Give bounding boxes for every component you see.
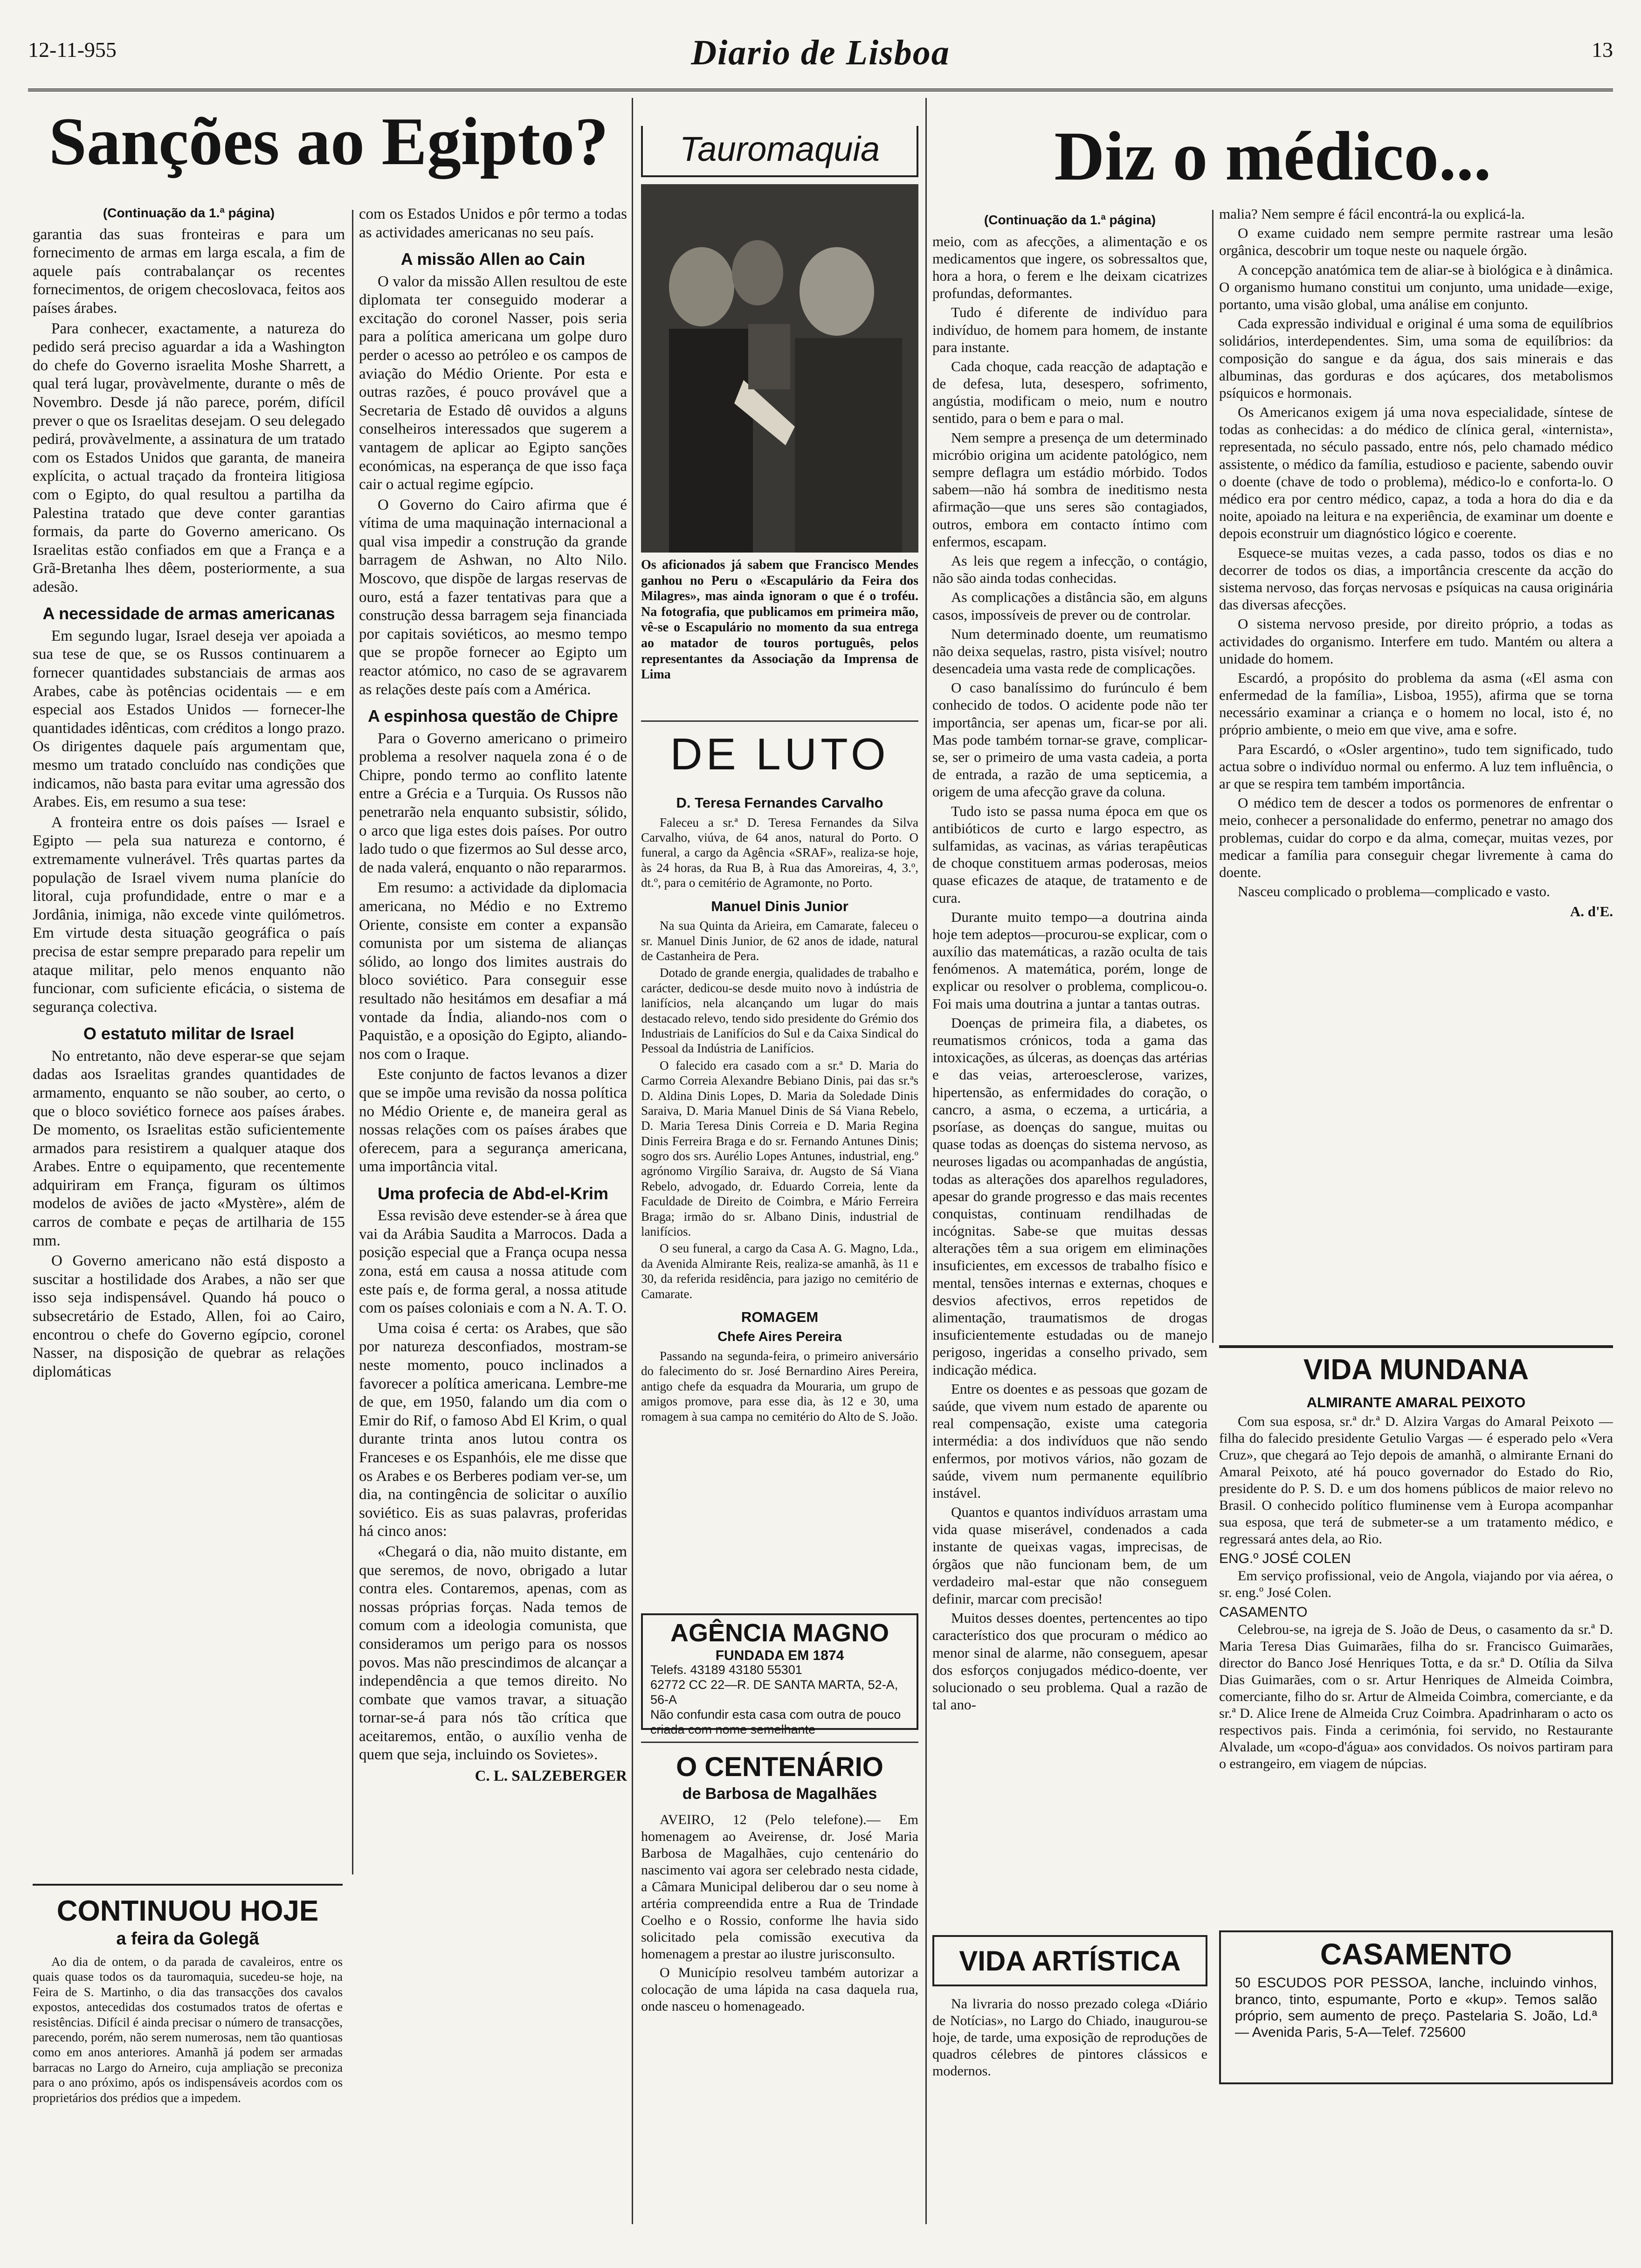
column-rule	[925, 98, 927, 2224]
paragraph: O seu funeral, a cargo da Casa A. G. Magno, Lda., da Avenida Almirante Reis, realiza-se amanhã, às 11 e 30, da referida residência, para jazigo no cemitério de Camarate.	[641, 1241, 918, 1301]
page-number: 13	[1592, 38, 1613, 62]
subheading: O estatuto militar de Israel	[83, 1024, 295, 1044]
paragraph: As complicações a distância são, em alguns casos, impossíveis de prever ou de controlar.	[932, 589, 1207, 623]
continuou-text	[33, 1954, 343, 2197]
paragraph: A concepção anatómica tem de aliar-se à biológica e à dinâmica. O organismo humano constitui um conjunto, uma unidade—exige, portanto, uma visão global, uma análise em conjunto.	[1219, 261, 1613, 312]
article-column-2	[359, 205, 627, 2070]
paragraph: O Município resolveu também autorizar a colocação de uma lápida na casa daquela rua, onde nasceu o homenageado.	[641, 1965, 918, 2014]
bullfighting-photo	[641, 184, 918, 553]
paragraph: Em segundo lugar, Israel deseja ver apoiada a sua tese de que, se os Russos continuarem a fornecer quantidades substanciais de armas aos Arabes, cabe às potências ocidentais — e em especial aos Estados Unidos — fornecer-lhe quantidades idênticas, com créditos a longo prazo. Os dirigentes daquele país argumentam que, mesmo um tratado concluído nas condições que indicamos, não basta para evitar uma agressão dos Arabes. Eis, em resumo a sua tese:	[33, 627, 345, 811]
paragraph: malia? Nem sempre é fácil encontrá-la ou explicá-la.	[1219, 206, 1525, 222]
paragraph: Cada expressão individual e original é uma soma de equilíbrios solidários, interdependentes. Sim, uma soma de equilíbrios: da composição do sangue e da água, dos sais minerais e das albuminas, das gorduras e dos açúcares, dos metabolismos psíquicos e hormonais.	[1219, 315, 1613, 401]
paragraph: O médico tem de descer a todos os pormenores de enfrentar o meio, conhecer a personalidade do enfermo, penetrar no amago dos problemas, cuidar do corpo e da alma, começar, muitas vezes, por medicar a família para conseguir chegar livremente à cama do doente.	[1219, 795, 1613, 880]
obituary-name: D. Teresa Fernandes Carvalho	[676, 795, 883, 811]
newspaper-title: Diario de Lisboa	[691, 33, 950, 72]
paragraph: Essa revisão deve estender-se à área que vai da Arábia Saudita a Marrocos. Dada a posição especial que a França ocupa nessa zona, está em causa a nossa atitude com este país e, de forma geral, a nossa atitude com os países coloniais e com a N. A. T. O.	[359, 1207, 627, 1317]
agencia-phones: Telefs. 43189 43180 55301	[650, 1663, 802, 1677]
paragraph: Celebrou-se, na igreja de S. João de Deus, o casamento da sr.ª D. Maria Teresa Dias Guimarães, filha do sr. Francisco Guimarães, director do Banco José Henriques Totta, e da sr.ª D. Otília da Silva Dias Guimarães, com o sr. Artur Henriques de Almeida Coimbra, comerciante, filho do sr. Artur de Almeida Coimbra, comerciante, e da sr.ª D. Alice Irene de Almeida Cruz Coimbra. Apadrinharam o acto os respectivos pais. Finda a cerimónia, foi servido, no Restaurante Alvalade, um «copo-d'água» aos convidados. Os noivos partiram para o estrangeiro, em viagem de núpcias.	[1219, 1622, 1613, 1772]
paragraph: Escardó, a propósito do problema da asma («El asma con enfermedad de la família», Lisboa, 1955), afirma que se torna necessário examinar a criança e o homem no local, isto é, no próprio ambiente, o meio em que vive, ama e sofre.	[1219, 669, 1613, 738]
luto-column	[641, 793, 918, 1478]
paragraph: Com sua esposa, sr.ª dr.ª D. Alzira Vargas do Amaral Peixoto — filha do falecido presidente Getulio Vargas — é esperado pelo «Vera Cruz», que chegará ao Tejo depois de amanhã, o almirante Ernani do Amaral Peixoto, até há pouco governador do Estado do Rio, presidente do P. S. D. e um dos homens públicos de maior relevo no Brasil. O conhecido político fluminense vem à Europa acompanhar sua esposa, que terá de submeter-se a um tratamento médico, e regressará antes dela, ao Rio.	[1219, 1413, 1613, 1547]
paragraph: No entretanto, não deve esperar-se que sejam dadas aos Israelitas grandes quantidades de armamento, enquanto se não souber, ao certo, o que o bloco soviético fornece aos países árabes. De momento, os Israelitas estão suficientemente armados para resistirem a qualquer ataque dos Arabes. Entre o equipamento, que recentemente adquiriram em França, figuram os últimos modelos de aviões de jacto «Mystère», além de carros de combate e peças de artilharia de 155 mm.	[33, 1047, 345, 1249]
masthead-rule	[28, 89, 1613, 91]
agencia-note: Não confundir esta casa com outra de pouco criada com nome semelhante	[650, 1707, 901, 1736]
paragraph: Faleceu a sr.ª D. Teresa Fernandes da Silva Carvalho, viúva, de 64 anos, natural do Porto. O funeral, a cargo da Agência «SRAF», realiza-se hoje, às 24 horas, da Rua B, à Rua das Amoreiras, 4, 3.º, dt.º, para o cemitério de Agramonte, no Porto.	[641, 815, 918, 890]
paragraph: Entre os doentes e as pessoas que gozam de saúde, que vivem num estado de aparente ou real compensação, existe uma categoria intermédia: a dos indivíduos que não sendo enfermos, por motivos vários, não gozam de saúde, vivem num permanente equilíbrio instável.	[932, 1380, 1207, 1501]
paragraph: Tudo é diferente de indivíduo para indivíduo, de homem para homem, de instante para instante.	[932, 304, 1207, 355]
paragraph: Para conhecer, exactamente, a natureza do pedido será preciso aguardar a ida a Washington do chefe do Governo israelita Moshe Sharrett, a qual terá lugar, provàvelmente, durante o mês de Novembro. Desde já não parece, porém, difícil prever o que os Israelitas desejam. O seu delegado pedirá, provàvelmente, a assinatura de um tratado com os Estados Unidos que garanta, de maneira explícita, o actual traçado da fronteira litigiosa com o Egipto, do qual resultou a partilha da Palestina tratado que deve conter garantias formais, da parte do Governo americano. Os Israelitas estão confiados em que a França e a Grã-Bretanha lhes dêem, posteriormente, a sua adesão.	[33, 320, 345, 595]
paragraph: Os Americanos exigem já uma nova especialidade, síntese de todas as conhecidas: a do médico de clínica geral, «internista», representada, no século passado, entre nós, pelo chamado médico assistente, o médico da família, estudioso e paciente, sabendo ouvir o doente (chave de todo o problema), médico-lo e conforta-lo. O médico era por centro médico, capaz, a toda a hora do dia e da noite, apoiado na leitura e na experiência, de examinar um doente e depois econstruir um diagnóstico lógico e coerente.	[1219, 404, 1613, 542]
paragraph: O falecido era casado com a sr.ª D. Maria do Carmo Correia Alexandre Bebiano Dinis, pai das sr.ªs D. Aldina Dinis Lopes, D. Maria da Soledade Dinis Saraiva, D. Maria Manuel Dinis de Sá Viana Rebelo, D. Maria Teresa Dinis Correia e D. Maria Regina Dinis Ferreira Braga e do sr. Fernando Antunes Dinis; sogro dos srs. Aurélio Lopes Antunes, industrial, eng.º agrónomo Virgílio Saraiva, dr. Augsto de Sá Viana Rebelo, advogado, dr. Eduardo Correia, lente da Faculdade de Direito de Coimbra, e Mário Ferreira Braga; irmão do sr. Albano Dinis, industrial de lanifícios.	[641, 1058, 918, 1239]
agencia-address: 62772 CC 22—R. DE SANTA MARTA, 52-A, 56-A	[650, 1678, 898, 1707]
article-column-1	[33, 205, 345, 1879]
paragraph: Passando na segunda-feira, o primeiro aniversário do falecimento do sr. José Bernardino Aires Pereira, antigo chefe da esquadra da Mouraria, um grupo de amigos promove, para esse dia, às 12 e 30, uma romagem à sua campa no cemitério do Alto de S. João.	[641, 1348, 918, 1424]
paragraph: O valor da missão Allen resultou de este diplomata ter conseguido moderar a excitação do coronel Nasser, pois seria para a política americana um golpe duro perder o acesso ao petróleo e os campos de aviação do Médio Oriente. Por esta e outras razões, é pouco provável que a Secretaria de Estado dê ouvidos a alguns conselheiros interessados que sugerem a vantagem de aplicar ao Egipto sanções económicas, na esperança de que isso faça cair o actual regime egípcio.	[359, 273, 627, 493]
continuation-note: (Continuação da 1.ª página)	[984, 213, 1156, 227]
paragraph: O sistema nervoso preside, por direito próprio, a todas as actividades do organismo. Interfere em tudo. Mantém ou altera a unidade do homem.	[1219, 615, 1613, 667]
paragraph: Em resumo: a actividade da diplomacia americana, no Médio e no Extremo Oriente, consiste em conter a expansão comunista por um sistema de alianças sólido, ao longo dos limites austrais do bloco soviético. Para conseguir esse resultado não hesitámos em desafiar a má vontade da Índia, aliando-nos com o Paquistão, e a oposição do Egipto, aliando-nos com o Iraque.	[359, 879, 627, 1063]
paragraph: As leis que regem a infecção, o contágio, não são ainda todas conhecidas.	[932, 552, 1207, 587]
paragraph: «Chegará o dia, não muito distante, em que seremos, de novo, obrigado a lutar contra eles. Contaremos, apenas, com as nossas próprias forças. Nada temos de comum com a ideologia comunista, que consideramos um perigo para os nossos povos. Mas não prescindimos de alcançar a independência a que temos direito. No combate que vamos travar, a situação tornar-se-á para nós tão crítica que aceitaremos, então, o auxílio venha de quem que seja, incluindo os Sovietes».	[359, 1543, 627, 1763]
subheading: Uma profecia de Abd-el-Krim	[378, 1183, 608, 1203]
column-rule	[1212, 210, 1214, 1343]
subheading: A necessidade de armas americanas	[42, 604, 335, 623]
paragraph: Na sua Quinta da Arieira, em Camarate, faleceu o sr. Manuel Dinis Junior, de 62 anos de idade, natural de Castanheira de Pera.	[641, 919, 918, 963]
paragraph: Uma coisa é certa: os Arabes, que são por natureza desconfiados, mostram-se neste momento, pouco inclinados a favorecer a política americana. Lembre-me de que, em 1950, falando um dia com o Emir do Rif, o famoso Abd El Krim, o qual durante trinta anos lutou contra os Franceses e os Espanhóis, ele me disse que os Arabes e os Berberes podiam ver-se, um dia, na contingência de solicitar o auxílio soviético. Eis as suas palavras, proferidas há cinco anos:	[359, 1320, 627, 1540]
issue-date: 12-11-955	[28, 38, 117, 62]
mundana-subheading: ALMIRANTE AMARAL PEIXOTO	[1306, 1394, 1526, 1411]
section-rule	[641, 720, 918, 722]
paragraph: Para o Governo americano o primeiro problema a resolver naquela zona é o de Chipre, pondo termo ao conflito latente entre a Grécia e a Turquia. Os Russos não penetrarão nela enquanto subsistir, sólido, o arco que liga estes dois países. Por outro lado tudo o que fizermos ao Sul desse arco, de nada valerá, enquanto o não repararmos.	[359, 730, 627, 876]
paragraph: Cada choque, cada reacção de adaptação e de defesa, luta, desespero, sofrimento, angústia, modificam o meio, num e noutro sentido, para o bem e para o mal.	[932, 358, 1207, 427]
section-rule	[641, 1742, 918, 1743]
paragraph: Quantos e quantos indivíduos arrastam uma vida quase miserável, condenados a cada instante de queixas vagas, imprecisas, de órgãos que não funcionam bem, de um verdadeiro mal-estar que não conseguem definir, marcar com precisão!	[932, 1504, 1207, 1607]
romagem-subheading: Chefe Aires Pereira	[717, 1329, 842, 1344]
photo-caption: Os aficionados já sabem que Francisco Mendes ganhou no Peru o «Escapulário da Feira dos Milagres», mas ainda ignoram o que é o troféu. Na fotografia, que publicamos em primeira mão, vê-se o Escapulário no momento da sua entrega ao matador de touros português, pelos representantes da Associação da Imprensa de Lima	[641, 558, 918, 682]
paragraph: Na livraria do nosso prezado colega «Diário de Notícias», no Largo do Chiado, inaugurou-se hoje, de tarde, uma exposição de reproduções de quadros célebres de pintores clássicos e modernos.	[932, 1996, 1207, 2079]
paragraph: O Governo americano não está disposto a suscitar a hostilidade dos Arabes, a não ser que isso seja indispensável. Quando há pouco o subsecretário de Estado, Allen, foi ao Cairo, encontrou o chefe do Governo egípcio, coronel Nasser, na disposição de quebrar as relações diplomáticas	[33, 1252, 345, 1380]
paragraph: Nem sempre a presença de um determinado micróbio origina um acidente patológico, nem sempre deflagra um estádio mórbido. Todos sabem—não há sombra de ineditismo nesta afirmação—que uns seres são contagiados, outros, embora em contacto íntimo com enfermos, escapam.	[932, 429, 1207, 550]
continuou-headline: CONTINUOU HOJE	[56, 1895, 319, 1927]
column-rule	[352, 210, 353, 1874]
column-rule	[632, 98, 633, 2224]
paragraph: Tudo isto se passa numa época em que os antibióticos de curto e largo espectro, as sulfamidas, as vacinas, as várias terapêuticas de choque constituem armas poderosas, meios quase eficazes de ataque, de tratamento e de cura.	[932, 802, 1207, 906]
continuation-note: (Continuação da 1.ª página)	[103, 206, 275, 220]
paragraph: Dotado de grande energia, qualidades de trabalho e carácter, dedicou-se desde muito novo à indústria de lanifícios, nela alcançando um lugar do mais destacado relevo, tendo sido presidente do Grémio dos Industriais de Lanifícios do Sul e da Caixa Sindical do Pessoal da Indústria de Lanifícios.	[641, 966, 918, 1056]
paragraph: Este conjunto de factos levanos a dizer que se impõe uma revisão da nossa política no Médio Oriente e, de maneira geral as nossas relações com os países árabes que oferecem, para a segurança americana, uma importância vital.	[359, 1066, 627, 1175]
agencia-name: AGÊNCIA MAGNO	[670, 1619, 889, 1647]
paragraph: Em serviço profissional, veio de Angola, viajando por via aérea, o sr. eng.º José Colen.	[1219, 1568, 1613, 1600]
casamento-ad	[1219, 1930, 1613, 2084]
vida-artistica-header: VIDA ARTÍSTICA	[959, 1945, 1181, 1977]
romagem-heading: ROMAGEM	[741, 1309, 819, 1325]
centenario-headline: O CENTENÁRIO	[676, 1752, 883, 1782]
paragraph: O Governo do Cairo afirma que é vítima de uma maquinação internacional a qual visa impedir a construção da grande barragem de Ashwan, no Alto Nilo. Moscovo, que dispõe de largas reservas de ouro, está a fazer tentativas para que a construção dessa barragem seja financiada por capitais soviéticos, ao mesmo tempo que se propõe fornecer ao Egipto um reactor atómico, no caso de se agravarem as relações deste país com a América.	[359, 496, 627, 698]
paragraph: Nasceu complicado o problema—complicado e vasto.	[1238, 883, 1550, 900]
mundana-subheading: CASAMENTO	[1219, 1604, 1308, 1620]
paragraph: Muitos desses doentes, pertencentes ao tipo característico dos que procuram o médico ao menor sinal de alarme, não conseguem, apesar dos esforços conjugados médico-doente, ver solucionado o seu problema. Qual a razão de tal ano-	[932, 1610, 1207, 1713]
vida-artistica-header-box	[932, 1935, 1207, 1986]
obituary-name: Manuel Dinis Junior	[711, 898, 848, 914]
luto-header: DE LUTO	[670, 729, 889, 779]
paragraph: Num determinado doente, um reumatismo não deixa sequelas, rastro, pista visível; noutro desencadeia uma vasta rede de complicações.	[932, 625, 1207, 677]
paragraph: com os Estados Unidos e pôr termo a todas as actividades americanas no seu país.	[359, 206, 627, 241]
vida-artistica-text	[932, 1996, 1207, 2224]
paragraph: Durante muito tempo—a doutrina ainda hoje tem adeptos—procurou-se explicar, com o auxílio das matemáticas, a razão oculta de tais fenómenos. A matemática, porém, longe de explicar ou resolver o problema, complicou-o. Foi mais uma doutrina a juntar a tantas outras.	[932, 908, 1207, 1012]
masthead	[28, 33, 1613, 70]
paragraph: Para Escardó, o «Osler argentino», tudo tem significado, tudo actua sobre o indivíduo normal ou enfermo. A luz tem influência, o ar que se respira tem também importância.	[1219, 740, 1613, 792]
mundana-subheading: ENG.º JOSÉ COLEN	[1219, 1550, 1351, 1566]
headline-sancoes: Sanções ao Egipto?	[48, 104, 609, 179]
paragraph: Esquece-se muitas vezes, a cada passo, todos os dias e no decorrer de todos os dias, a importância crescente da acção do sistema nervoso, das forças nervosas e psíquicas na causa originária das diversas afecções.	[1219, 544, 1613, 613]
agencia-founded: FUNDADA EM 1874	[715, 1647, 844, 1663]
paragraph: O caso banalíssimo do furúnculo é bem conhecido de todos. O acidente pode não ter importância, ser apenas um, ficar-se por ali. Mas pode também tornar-se grave, complicar-se, ser o primeiro de uma vasta cadeia, a porta de entrada, a razão de uma septicemia, a origem de uma afecção grave da coluna.	[932, 679, 1207, 800]
paragraph: garantia das suas fronteiras e para um fornecimento de armas em larga escala, a fim de aquele país contrabalançar os recentes fornecimentos, de origem checoslovaca, feitos aos países árabes.	[33, 226, 345, 317]
vida-mundana-column	[1219, 1394, 1613, 1921]
paragraph: O exame cuidado nem sempre permite rastrear uma lesão orgânica, descobrir um toque neste ou naquele órgão.	[1219, 225, 1613, 259]
casamento-ad-header: CASAMENTO	[1320, 1937, 1512, 1971]
medico-column-2	[1219, 205, 1613, 1334]
continuou-box	[33, 1884, 343, 2221]
centenario-text	[641, 1812, 918, 2227]
paragraph: AVEIRO, 12 (Pelo telefone).— Em homenagem ao Aveirense, dr. José Maria Barbosa de Magalhães, cujo centenário do nascimento vai agora ser celebrado nesta cidade, a Câmara Municipal deliberou dar o seu nome à artéria compreendida entre a Rua de Trindade Coelho e o Rossio, conforme lhe havia sido solicitado pela comissão executiva da homenagem a prestar ao ilustre jurisconsulto.	[641, 1812, 918, 1962]
paragraph: meio, com as afecções, a alimentação e os medicamentos que ingere, os sobressaltos que, hora a hora, o ferem e lhe deixam cicatrizes profundas, deformantes.	[932, 233, 1207, 302]
paragraph: Ao dia de ontem, o da parada de cavaleiros, entre os quais quase todos os da tauromaquia, sucedeu-se hoje, na Feira de S. Martinho, o dia das transacções dos cavalos expostos, antecedidas dos costumados tratos de ofertas e resistências. Difícil é ainda precisar o número de transacções, parecendo, porém, não serem numerosas, nem tão quantiosas como em anos anteriores. Amanhã já podem ser armadas barracas no Largo do Arneiro, cuja ampliação se preconiza para o ano próximo, após os indispensáveis acordos com os proprietários dos prédios que a impedem.	[33, 1954, 343, 2105]
photo-image	[641, 184, 918, 553]
section-rule	[1219, 1345, 1613, 1348]
subheading: A espinhosa questão de Chipre	[368, 706, 618, 726]
article-signature: C. L. SALZEBERGER	[475, 1768, 627, 1785]
paragraph: Doenças de primeira fila, a diabetes, os reumatismos crónicos, toda a gama das intoxicações, as úlceras, as doenças das artérias e das veias, arteroesclerose, varizes, hipertensão, as enfermidades do coração, o cancro, a asma, o eczema, a urticária, a psoríase, as doenças do sangue, muitas ou quase todas as doenças do sistema nervoso, as neuroses ligadas ou acompanhadas de angústia, todas as alterações dos aparelhos reguladores, apesar do grande progresso e das mais recentes conquistas, continuam rendilhadas de incógnitas. Sabe-se que muitas dessas alterações têm a sua origem em eliminações insuficientes, em excessos de trabalho físico e mental, tensões internas e externas, choques e desvios afectivos, erros repetidos de alimentação, traumatismos de drogas insuficientemente estudadas ou de manejo perigoso, ingeridas a conselho privado, sem indicação médica.	[932, 1014, 1207, 1378]
vida-mundana-header: VIDA MUNDANA	[1303, 1354, 1529, 1386]
casamento-ad-text: 50 ESCUDOS POR PESSOA, lanche, incluindo vinhos, branco, tinto, espumante, Porto e «kup». Temos salão próprio, sem aumento de preço. Pastelaria S. João, Ld.ª — Avenida Paris, 5-A—Telef. 725600	[1235, 1975, 1597, 2040]
medico-column-1	[932, 212, 1207, 2227]
tauromaquia-header: Tauromaquia	[641, 126, 918, 177]
article-signature: A. d'E.	[1570, 903, 1613, 920]
subheading: A missão Allen ao Cain	[400, 249, 586, 269]
centenario-subheading: de Barbosa de Magalhães	[682, 1785, 877, 1803]
headline-medico: Diz o médico...	[1054, 118, 1491, 195]
continuou-subheading: a feira da Golegã	[116, 1929, 259, 1949]
agencia-magno-ad	[641, 1613, 918, 1736]
paragraph: A fronteira entre os dois países — Israel e Egipto — pela sua natureza e contorno, é extremamente vulnerável. Três quartas partes da população de Israel vivem numa planície do litoral, cuja profundidade, entre o mar e a Jordânia, inimiga, não excede vinte quilómetros. Em virtude desta situação geográfica o país precisa de estar sempre preparado para repelir um ataque militar, pelo menos enquanto não funcionar, com suficiente eficácia, o sistema de segurança colectiva.	[33, 814, 345, 1016]
